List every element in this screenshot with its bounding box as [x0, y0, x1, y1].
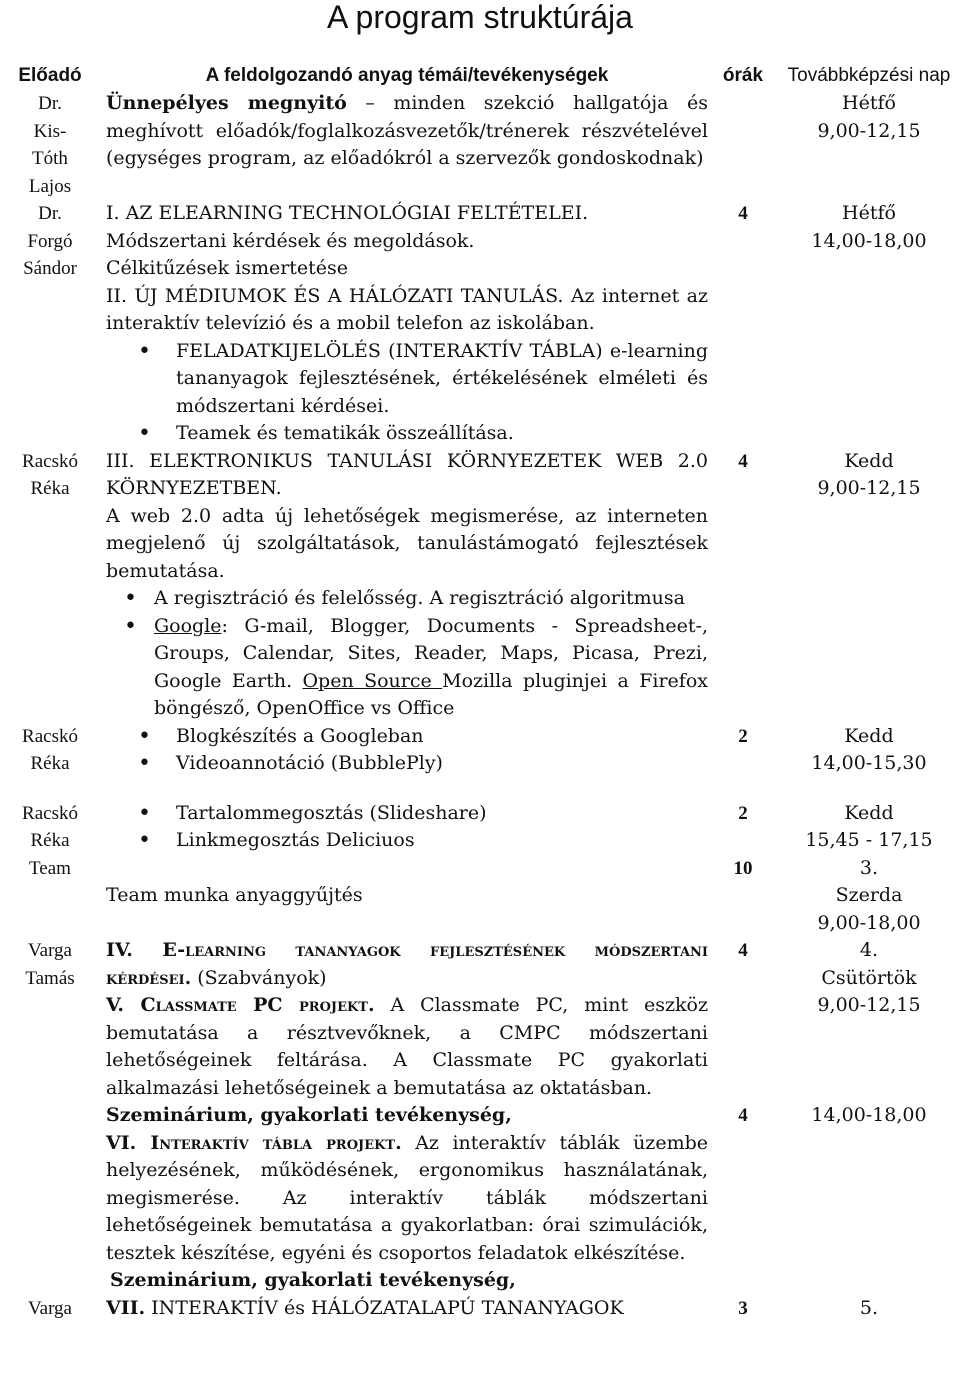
- table-row: [0, 90, 960, 200]
- topic-cell: [100, 800, 708, 855]
- list-item: • Videoannotáció (BubblePly): [106, 750, 708, 778]
- presenter-cell: Team: [29, 857, 71, 879]
- list-item-text: Mozilla pluginjei a Firefox böngésző, OpenOffice vs Office: [154, 669, 708, 719]
- day-cell: Hétfő 9,00-12,15: [817, 92, 921, 142]
- topic-heading: II. ÚJ MÉDIUMOK ÉS A HÁLÓZATI TANULÁS.: [106, 284, 564, 307]
- list-item: • Tartalommegosztás (Slideshare): [106, 800, 708, 828]
- hours-value: 4: [738, 1104, 748, 1126]
- bullet-list: [106, 585, 708, 723]
- list-item: • FELADATKIJELÖLÉS (INTERAKTÍV TÁBLA) e-learning tananyagok fejlesztésének, értékelésének elméleti és módszertani kérdései.: [106, 338, 708, 421]
- table-row: [0, 200, 960, 448]
- day-cell: Kedd 9,00-12,15: [817, 449, 921, 499]
- topic-heading: III. ELEKTRONIKUS TANULÁSI KÖRNYEZETEK WEB 2.0 KÖRNYEZETBEN.: [106, 449, 708, 499]
- open-source-link[interactable]: Open Source: [302, 669, 443, 692]
- header-presenter: Előadó: [18, 65, 82, 86]
- topic-heading: IV. E-learning tananyagok fejlesztésének módszertani kérdései.: [106, 939, 708, 989]
- topic-cell: [100, 855, 708, 938]
- list-item: • Teamek és tematikák összeállítása.: [106, 420, 708, 448]
- presenter-cell: Racskó Réka: [22, 802, 78, 851]
- topic-line: Módszertani kérdések és megoldások.: [106, 229, 475, 252]
- table-row: [0, 1295, 960, 1323]
- hours-cell: [708, 937, 778, 1295]
- topic-text: A Classmate PC, mint eszköz bemutatása a résztvevőknek, a CMPC módszertani lehetőségeinek feltárása. A Classmate PC gyakorlati alkalmazási lehetőségeinek a bemutatása az oktatásban.: [106, 994, 709, 1099]
- topic-text: A web 2.0 adta új lehetőségek megismerése, az interneten megjelenő új szolgáltatások, tanulástámogató fejlesztések bemutatása.: [106, 504, 708, 582]
- presenter-cell: Varga Tamás: [25, 940, 75, 989]
- day-value: 4. Csütörtök 9,00-12,15: [817, 939, 921, 1016]
- hours-cell: 2: [738, 725, 748, 747]
- topic-text: INTERAKTÍV és HÁLÓZATALAPÚ TANANYAGOK: [145, 1296, 624, 1319]
- header-day: Továbbképzési nap: [787, 65, 951, 86]
- table-row: [0, 855, 960, 938]
- presenter-cell: Dr. Kis- Tóth Lajos: [28, 93, 72, 197]
- day-cell: Kedd 14,00-15,30: [811, 724, 927, 774]
- topic-text: Az interaktív táblák üzembe helyezésének, működésének, ergonomikus használatának, megismerése. Az interaktív táblák módszertani lehetőségeinek bemutatása a gyakorlatban: órai szimulációk, tesztek készítése, egyéni és csoportos feladatok elkészítése.: [106, 1131, 708, 1264]
- day-cell: 3. Szerda 9,00-18,00: [817, 856, 921, 934]
- topic-cell: [100, 723, 708, 778]
- header-hours: órák: [722, 65, 764, 86]
- hours-cell: 4: [738, 203, 748, 224]
- spacer-row: [0, 778, 960, 800]
- topic-heading: I. AZ ELEARNING TECHNOLÓGIAI FELTÉTELEI.: [106, 202, 589, 224]
- opening-title: Ünnepélyes megnyitó: [106, 92, 347, 114]
- presenter-cell: Racskó Réka: [22, 725, 78, 774]
- opening-text: – minden szekció hallgatója és meghívott előadók/foglalkozásvezetők/trénerek részvételével (egységes program, az előadókról a szervezők gondoskodnak): [106, 92, 708, 169]
- hours-cell: 3: [738, 1297, 748, 1319]
- topic-cell: [100, 200, 708, 448]
- list-item-text: : G-mail, Blogger, Documents - Spreadsheet-, Groups, Calendar, Sites, Reader, Maps, Picasa, Prezi, Google Earth.: [154, 614, 708, 692]
- hours-cell: 4: [738, 450, 748, 472]
- bullet-list: [106, 800, 708, 855]
- google-link[interactable]: Google: [154, 614, 222, 637]
- table-row: [0, 937, 960, 1295]
- page-title: A program struktúrája: [327, 0, 633, 35]
- day-value: 14,00-18,00: [811, 1103, 927, 1126]
- bullet-list: [106, 338, 708, 448]
- hours-cell: 10: [733, 857, 753, 879]
- presenter-cell: Varga: [28, 1297, 72, 1319]
- list-item: • Linkmegosztás Deliciuos: [106, 827, 708, 855]
- header-topics: A feldolgozandó anyag témái/tevékenységek: [205, 65, 609, 86]
- day-cell: Kedd 15,45 - 17,15: [805, 801, 933, 851]
- seminar-label: Szeminárium, gyakorlati tevékenység,: [106, 1104, 512, 1126]
- hours-cell: 2: [738, 802, 748, 824]
- program-table: [0, 60, 960, 1322]
- topic-text: Team munka anyaggyűjtés: [106, 883, 363, 906]
- topic-cell: [100, 90, 708, 200]
- list-item: • A regisztráció és felelősség. A regisztráció algoritmusa: [106, 585, 708, 613]
- topic-cell: [100, 937, 708, 1295]
- day-cell: [778, 937, 960, 1295]
- list-item: [106, 613, 708, 723]
- presenter-cell: Dr. Forgó Sándor: [23, 203, 77, 279]
- table-row: [0, 448, 960, 723]
- seminar-label: Szeminárium, gyakorlati tevékenység,: [110, 1269, 516, 1291]
- day-cell: 5.: [859, 1296, 879, 1319]
- table-row: [0, 723, 960, 778]
- hours-value: 4: [738, 940, 748, 961]
- topic-text: Az internet az interaktív televízió és a mobil telefon az iskolában.: [106, 284, 708, 334]
- topic-line: Célkitűzések ismertetése: [106, 257, 349, 279]
- topic-heading: V. Classmate PC projekt.: [106, 994, 375, 1016]
- topic-heading: VII.: [106, 1296, 146, 1319]
- topic-cell: [100, 1295, 708, 1323]
- topic-text: (Szabványok): [191, 966, 327, 989]
- topic-cell: [100, 448, 708, 723]
- bullet-list: [106, 723, 708, 778]
- hours-cell: [708, 90, 778, 200]
- topic-heading: VI. Interaktív tábla projekt.: [106, 1131, 402, 1154]
- table-row: [0, 800, 960, 855]
- day-cell: Hétfő 14,00-18,00: [811, 202, 927, 252]
- presenter-cell: Racskó Réka: [22, 450, 78, 499]
- list-item: • Blogkészítés a Googleban: [106, 723, 708, 751]
- table-header-row: [0, 60, 960, 90]
